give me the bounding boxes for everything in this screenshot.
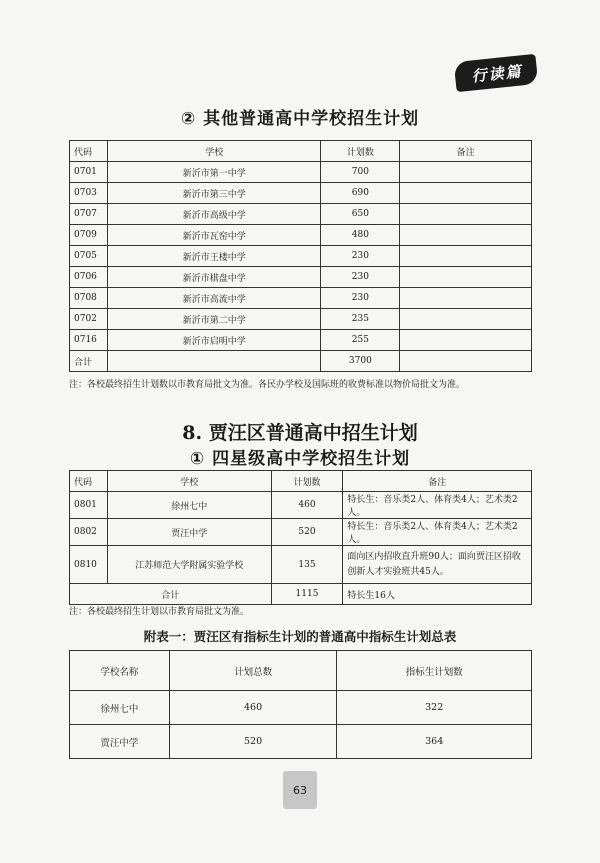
cell-plan: 230 <box>321 288 400 309</box>
cell-remark <box>400 204 532 225</box>
cell-code: 0801 <box>70 492 108 519</box>
header-badge <box>454 54 539 92</box>
cell-plan: 480 <box>321 225 400 246</box>
cell-school: 新沂市启明中学 <box>107 330 320 351</box>
table-row <box>70 519 532 546</box>
table-row <box>70 691 532 725</box>
cell-plan: 650 <box>321 204 400 225</box>
appendix-title: 附表一：贾汪区有指标生计划的普通高中指标生计划总表 <box>143 629 457 644</box>
total-value: 1115 <box>271 584 343 605</box>
total-label: 合计 <box>70 351 108 372</box>
cell-code: 0716 <box>70 330 108 351</box>
section1-note: 注：各校最终招生计划数以市教育局批文为准。各民办学校及国际班的收费标准以物价局批文为准。 <box>69 380 466 390</box>
page-number: 63 <box>283 771 317 809</box>
cell-remark: 特长生：音乐类2人、体育类4人；艺术类2人。 <box>343 492 532 519</box>
cell-remark <box>400 267 532 288</box>
cell-school: 江苏师范大学附属实验学校 <box>107 546 271 584</box>
cell-code: 0705 <box>70 246 108 267</box>
header-school: 学校 <box>107 471 271 492</box>
cell-plan: 235 <box>321 309 400 330</box>
header-quota-plan: 指标生计划数 <box>337 651 532 691</box>
cell-school: 徐州七中 <box>70 691 170 725</box>
cell-plan: 230 <box>321 267 400 288</box>
table-row <box>70 492 532 519</box>
cell-quota: 364 <box>337 725 532 759</box>
table-row <box>70 204 532 225</box>
header-code: 代码 <box>70 471 108 492</box>
table-row <box>70 267 532 288</box>
header-remark: 备注 <box>343 471 532 492</box>
table-row <box>70 309 532 330</box>
section2-note: 注：各校最终招生计划以市教育局批文为准。 <box>69 607 250 617</box>
cell-plan-total: 520 <box>169 725 337 759</box>
table-row <box>70 225 532 246</box>
table-header-row <box>70 141 532 162</box>
total-remark <box>400 351 532 372</box>
table-row <box>70 330 532 351</box>
table-header-row <box>70 651 532 691</box>
section2-table <box>69 470 532 605</box>
cell-code: 0708 <box>70 288 108 309</box>
header-school: 学校 <box>107 141 320 162</box>
cell-remark: 特长生：音乐类2人、体育类4人；艺术类2人。 <box>343 519 532 546</box>
header-school-name: 学校名称 <box>70 651 170 691</box>
badge-char-3: 篇 <box>504 61 522 82</box>
appendix-table <box>69 650 532 759</box>
header-code: 代码 <box>70 141 108 162</box>
cell-code: 0701 <box>70 162 108 183</box>
cell-school: 徐州七中 <box>107 492 271 519</box>
cell-remark <box>400 183 532 204</box>
cell-code: 0703 <box>70 183 108 204</box>
table-row <box>70 246 532 267</box>
cell-plan-total: 460 <box>169 691 337 725</box>
cell-plan: 255 <box>321 330 400 351</box>
cell-school: 贾汪中学 <box>107 519 271 546</box>
cell-remark <box>400 288 532 309</box>
cell-code: 0706 <box>70 267 108 288</box>
cell-quota: 322 <box>337 691 532 725</box>
cell-remark <box>400 330 532 351</box>
cell-plan: 700 <box>321 162 400 183</box>
cell-code: 0802 <box>70 519 108 546</box>
header-remark: 备注 <box>400 141 532 162</box>
table-row <box>70 546 532 584</box>
total-value: 3700 <box>321 351 400 372</box>
cell-plan: 690 <box>321 183 400 204</box>
section1-table <box>69 140 532 372</box>
cell-school: 新沂市第二中学 <box>107 309 320 330</box>
cell-code: 0707 <box>70 204 108 225</box>
table-row <box>70 162 532 183</box>
total-row <box>70 584 532 605</box>
total-row <box>70 351 532 372</box>
cell-plan: 520 <box>271 519 343 546</box>
cell-remark <box>400 246 532 267</box>
table-row <box>70 288 532 309</box>
section2-title: 8. 贾汪区普通高中招生计划 <box>182 422 418 444</box>
cell-code: 0702 <box>70 309 108 330</box>
cell-plan: 230 <box>321 246 400 267</box>
cell-remark: 面向区内招收直升班90人；面向贾汪区招收创新人才实验班共45人。 <box>343 546 532 584</box>
cell-school: 新沂市第三中学 <box>107 183 320 204</box>
cell-school: 新沂市高级中学 <box>107 204 320 225</box>
badge-char-2: 读 <box>487 63 505 84</box>
cell-school: 新沂市棋盘中学 <box>107 267 320 288</box>
cell-plan: 460 <box>271 492 343 519</box>
total-label: 合计 <box>70 584 272 605</box>
cell-school: 新沂市第一中学 <box>107 162 320 183</box>
table-row <box>70 725 532 759</box>
cell-school: 新沂市王楼中学 <box>107 246 320 267</box>
cell-remark <box>400 309 532 330</box>
header-plan-total: 计划总数 <box>169 651 337 691</box>
cell-code: 0709 <box>70 225 108 246</box>
cell-school: 新沂市瓦窑中学 <box>107 225 320 246</box>
header-plan: 计划数 <box>271 471 343 492</box>
cell-school: 新沂市高流中学 <box>107 288 320 309</box>
cell-school: 贾汪中学 <box>70 725 170 759</box>
cell-plan: 135 <box>271 546 343 584</box>
cell-code: 0810 <box>70 546 108 584</box>
section2-subtitle: ① 四星级高中学校招生计划 <box>189 449 411 469</box>
total-empty <box>107 351 320 372</box>
badge-char-1: 行 <box>470 65 488 86</box>
header-plan: 计划数 <box>321 141 400 162</box>
cell-remark <box>400 162 532 183</box>
total-remark: 特长生16人 <box>343 584 532 605</box>
section1-title: ② 其他普通高中学校招生计划 <box>180 109 420 129</box>
cell-remark <box>400 225 532 246</box>
table-row <box>70 183 532 204</box>
table-header-row <box>70 471 532 492</box>
